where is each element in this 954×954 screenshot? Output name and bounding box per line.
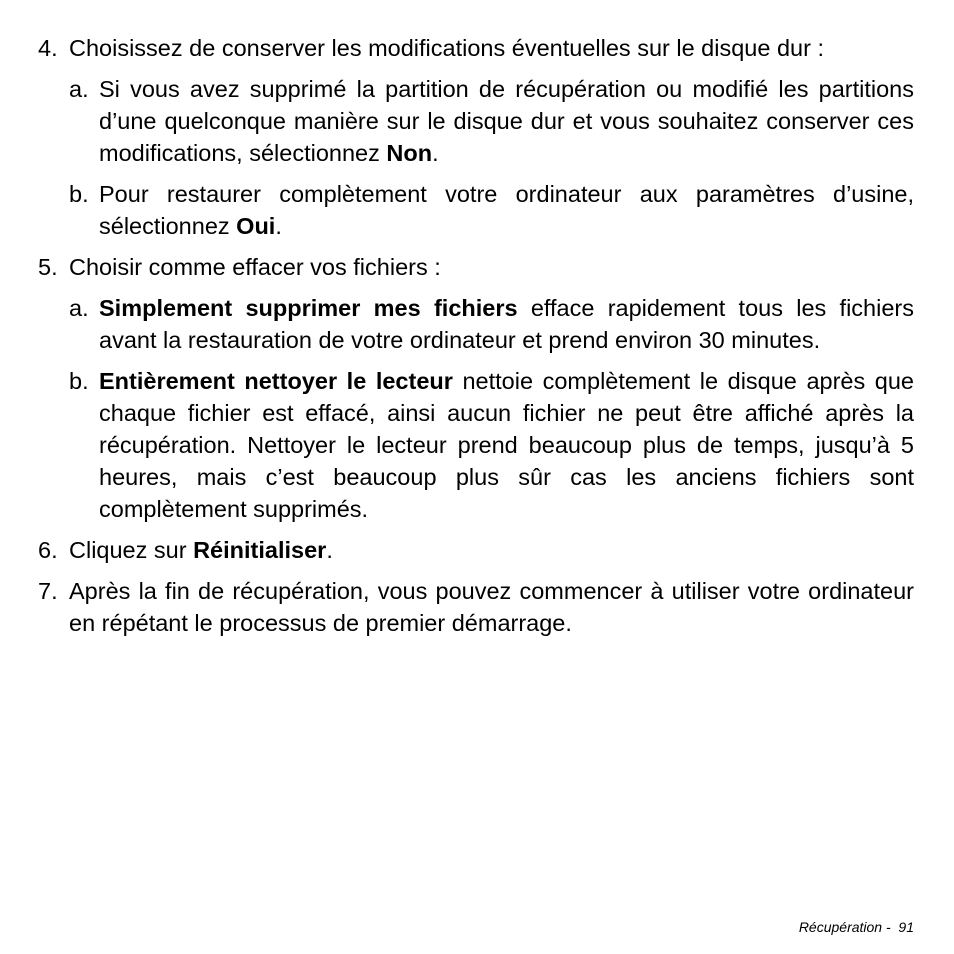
item-text-before: Cliquez sur	[69, 537, 194, 563]
page-number: 91	[898, 919, 914, 935]
item-text	[69, 534, 914, 566]
page-footer	[799, 918, 914, 936]
sub-text	[99, 292, 914, 356]
sub-text-after: efface rapidement tous les fichiers avant la restauration de votre ordinateur et prend environ 30 minutes.	[99, 295, 914, 353]
item-number: 4.	[38, 35, 58, 61]
list-item-5	[38, 251, 914, 534]
option-reinitialiser: Réinitialiser	[193, 537, 327, 563]
sub-item-5b	[69, 365, 914, 525]
sub-letter: a.	[69, 76, 89, 102]
sub-letter: a.	[69, 295, 89, 321]
sub-list	[69, 292, 914, 525]
sub-item-4a	[69, 73, 914, 169]
item-number: 5.	[38, 254, 58, 280]
sub-letter: b.	[69, 181, 89, 207]
sub-text	[99, 365, 914, 525]
footer-section: Récupération -	[798, 919, 891, 935]
sub-text-after: nettoie complètement le disque après que chaque fichier est effacé, ainsi aucun fichier ne peut être affiché après la récupération. Nettoyer le lecteur prend beaucoup plus de temps, jusqu’à 5 heures, mais c’est beaucoup plus sûr cas les anciens fichiers sont complètement supprimés.	[99, 368, 914, 522]
item-body	[69, 32, 914, 251]
item-text: Choisissez de conserver les modifications éventuelles sur le disque dur :	[69, 35, 824, 61]
document-body	[38, 32, 914, 639]
option-simple-delete: Simplement supprimer mes fichiers	[99, 295, 518, 321]
list-item-4	[38, 32, 914, 251]
item-body	[69, 575, 914, 639]
sub-item-5a	[69, 292, 914, 356]
option-oui: Oui	[236, 213, 276, 239]
item-number: 6.	[38, 537, 58, 563]
item-text: Choisir comme effacer vos fichiers :	[69, 254, 441, 280]
item-number: 7.	[38, 578, 58, 604]
sub-letter: b.	[69, 368, 89, 394]
item-text: Après la fin de récupération, vous pouvez commencer à utiliser votre ordinateur en répétant le processus de premier démarrage.	[69, 578, 914, 636]
list-item-7	[38, 575, 914, 639]
item-body	[69, 534, 914, 566]
sub-text	[99, 178, 914, 242]
option-full-clean: Entièrement nettoyer le lecteur	[99, 368, 453, 394]
sub-list	[69, 73, 914, 242]
sub-item-4b	[69, 178, 914, 242]
sub-text-after: .	[275, 213, 282, 239]
sub-text	[99, 73, 914, 169]
sub-text-before: Pour restaurer complètement votre ordinateur aux paramètres d’usine, sélectionnez	[99, 181, 914, 239]
sub-text-after: .	[432, 140, 439, 166]
item-text-after: .	[326, 537, 333, 563]
list-item-6	[38, 534, 914, 566]
item-body	[69, 251, 914, 534]
option-non: Non	[386, 140, 433, 166]
sub-text-before: Si vous avez supprimé la partition de récupération ou modifié les partitions d’une quelconque manière sur le disque dur et vous souhaitez conserver ces modifications, sélectionnez	[99, 76, 914, 166]
